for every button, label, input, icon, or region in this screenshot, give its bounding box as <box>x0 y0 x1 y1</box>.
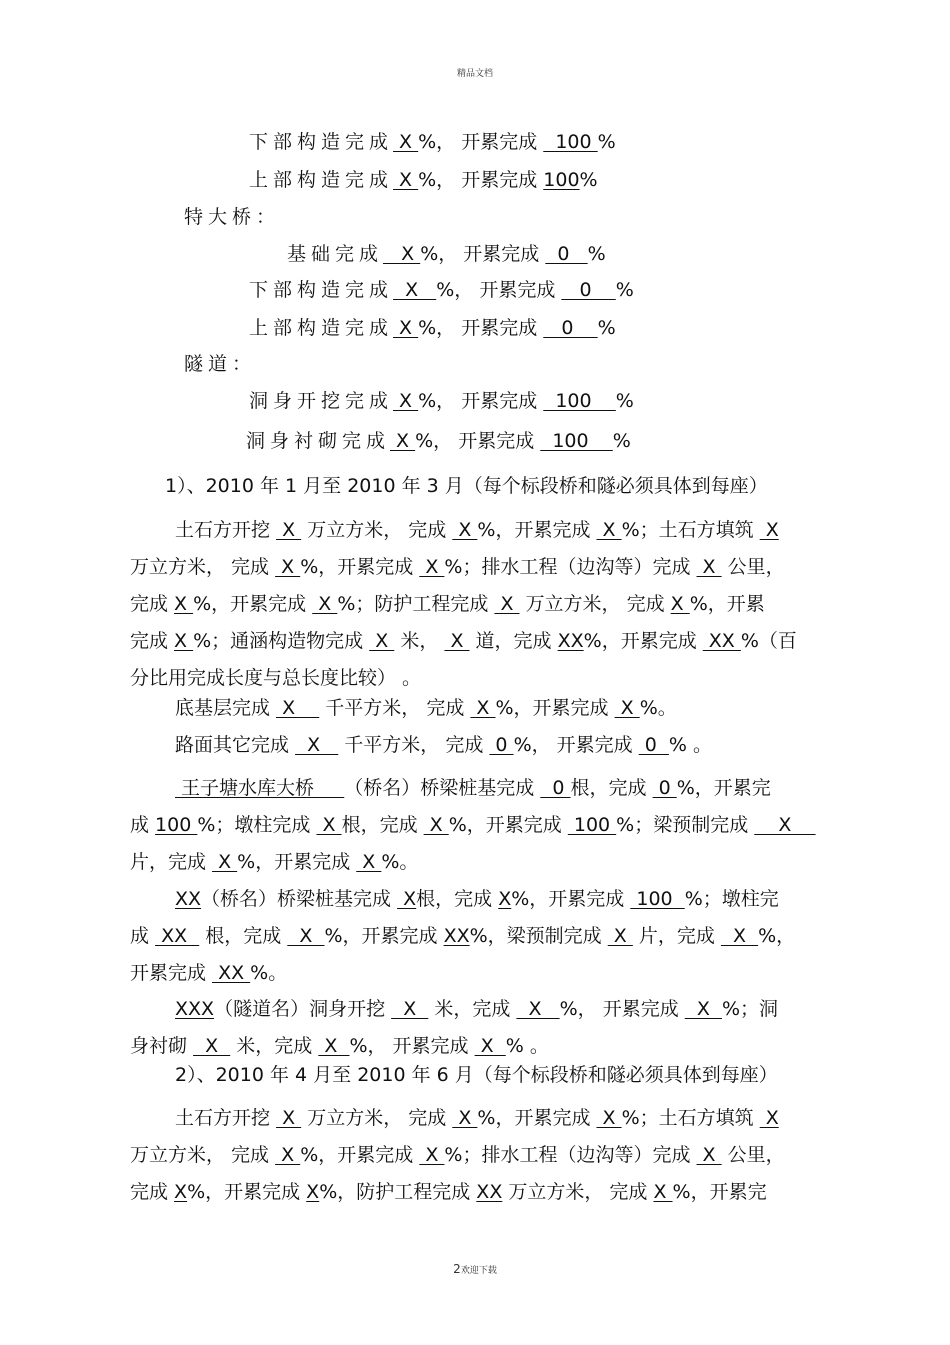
bridge-b-paragraph: XX（桥名）桥梁桩基完成 X根，完成 X%，开累完成 100 %；墩柱完 成 XX 根，完成 X %，开累完成 XX%，梁预制完成 X 片，完成 X %， 开累完成 XX %。 <box>130 888 796 984</box>
summary-line: 下部构造完成 X %， 开累完成 100 % <box>249 131 616 153</box>
bridge-a-paragraph: 王子塘水库大桥 （桥名）桥梁桩基完成 0 根，完成 0 %，开累完 成 100 %；墩柱完成 X 根，完成 X %，开累完成 100 %；梁预制完成 X 片，完成 X %，开累完成 X %。 <box>130 777 816 873</box>
section1-earthwork-paragraph: 土石方开挖 X 万立方米， 完成 X %，开累完成 X %；土石方填筑 X 万立方米， 完成 X %，开累完成 X %；排水工程（边沟等）完成 X 公里， 完成 X %，开累完成 X %；防护工程完成 X 万立方米， 完成 X %，开累 完成 X %；通涵构造物完成 X 米， X 道，完成 XX%，开累完成 XX %（百 分比用完成长度与总长度比较） 。 <box>130 519 797 689</box>
summary-line: 下部构造完成 X %， 开累完成 0 % <box>249 279 634 301</box>
summary-line: 洞身开挖完成 X %， 开累完成 100 % <box>249 390 634 412</box>
page-number: 2 <box>453 1262 461 1276</box>
summary-heading: 隧道： <box>184 353 257 375</box>
section1-heading: 1）、2010 年 1 月至 2010 年 3 月（每个标段桥和隧必须具体到每座） <box>165 475 768 497</box>
summary-line: 基础完成 X %， 开累完成 0 % <box>287 243 606 265</box>
summary-line: 洞身衬砌完成 X %， 开累完成 100 % <box>246 430 631 452</box>
summary-line: 上部构造完成 X %， 开累完成 100% <box>249 169 598 191</box>
tunnel-paragraph: XXX（隧道名）洞身开挖 X 米，完成 X %， 开累完成 X %；洞 身衬砌 X 米，完成 X %， 开累完成 X % 。 <box>130 998 778 1057</box>
page-footer <box>0 1262 950 1276</box>
footer-text: 欢迎下载 <box>460 1266 497 1276</box>
pavement-line: 路面其它完成 X 千平方米， 完成 0 %， 开累完成 0 % 。 <box>175 734 713 756</box>
summary-heading: 特大桥： <box>184 206 281 228</box>
section2-heading: 2）、2010 年 4 月至 2010 年 6 月（每个标段桥和隧必须具体到每座） <box>175 1064 778 1086</box>
base-course-line: 底基层完成 X 千平方米， 完成 X %，开累完成 X %。 <box>175 697 677 719</box>
section2-earthwork-paragraph: 土石方开挖 X 万立方米， 完成 X %，开累完成 X %；土石方填筑 X 万立方米， 完成 X %，开累完成 X %；排水工程（边沟等）完成 X 公里， 完成 X%，开累完成 X%，防护工程完成 XX 万立方米， 完成 X %，开累完 <box>130 1107 785 1203</box>
page-header: 精品文档 <box>456 69 493 79</box>
summary-line: 上部构造完成 X %， 开累完成 0 % <box>249 317 616 339</box>
